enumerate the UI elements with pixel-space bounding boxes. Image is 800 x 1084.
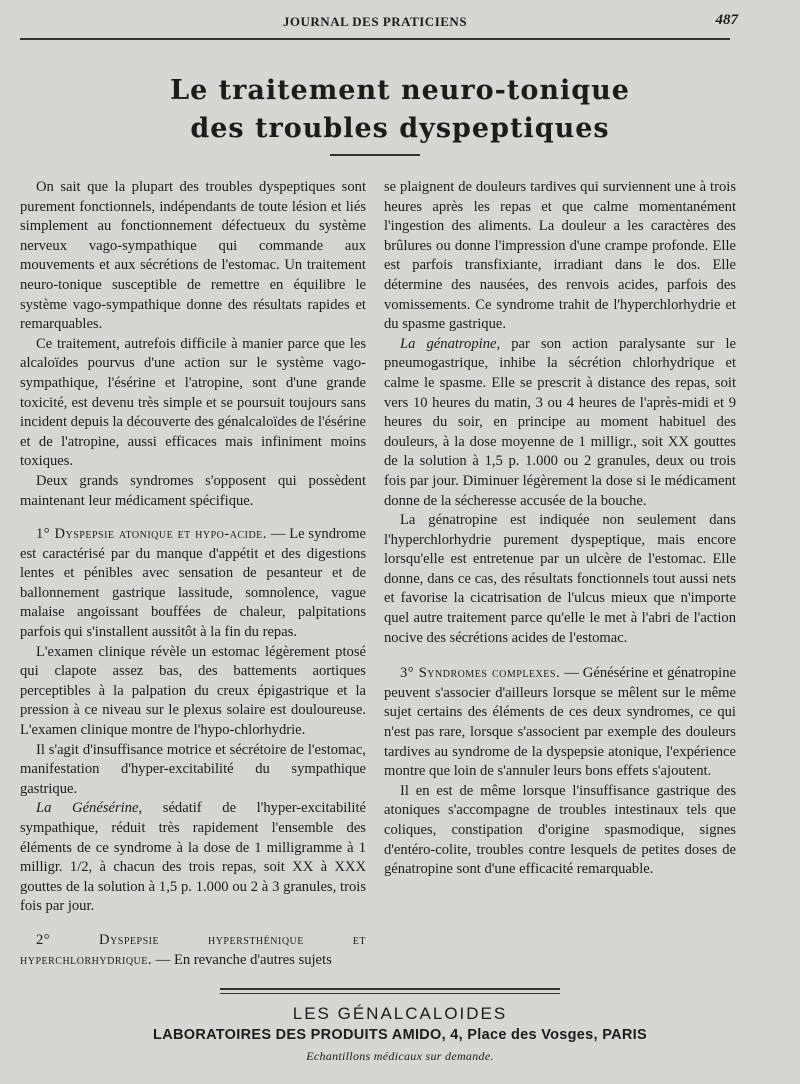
drug-name-geneserine: La Génésérine, — [36, 800, 143, 817]
footer-divider-thin — [220, 993, 560, 994]
paragraph-text: sédatif de l'hyper-excitabilité sympathique, réduit très rapidement l'ensemble des éléments de ce syndrome à la dose de 1 milligramme à 1 milligr. 1/2, à chacun des trois repas, soit XX à XXX gouttes de la solution à 1,5 p. 1.000 ou 2 à 3 granules, trois fois par jour. — [20, 800, 366, 915]
title-divider — [330, 154, 420, 156]
paragraph: Il en est de même lorsque l'insuffisance gastrique des atoniques s'accompagne de troubles intestinaux tels que coliques, constipation d'origine spasmodique, signes d'entéro-colite, troubles contre lesquels de petites doses de génatropine sont d'une efficacité remarquable. — [384, 782, 736, 878]
article-title-line-1: Le traitement neuro-tonique — [170, 75, 630, 106]
paragraph: La génatropine est indiquée non seulement dans l'hyperchlorhydrie purement dyspeptique, mais encore lorsqu'elle est entretenue par un ulcère de l'estomac. Elle donne, dans ce cas, des résultats fonctionnels tout aussi nets et favorise la cicatrisation de l'ulcus mieux que n'importe quel autre traitement parce qu'elle le met à l'abri de l'action nocive des sécrétions acides de l'estomac. — [384, 512, 736, 646]
section-1-paragraph — [20, 525, 366, 643]
right-column — [384, 178, 736, 880]
paragraph: On sait que la plupart des troubles dyspeptiques sont purement fonctionnels, indépendants de toute lésion et liés simplement au fonctionnement défectueux du système nerveux vago-sympathique qui commande aux mouvements et aux sécrétions de l'estomac. Un traitement neuro-tonique susceptible de remettre en équilibre le système vago-sympathique donne des résultats rapides et remarquables. — [20, 179, 366, 333]
paragraph: Ce traitement, autrefois difficile à manier parce que les alcaloïdes pourvus d'une action sur le système vago-sympathique, l'ésérine et l'atropine, sont d'une grande toxicité, est devenu très simple et se poursuit toujours sans incident depuis la découverte des génalcaloïdes de l'ésérine et de l'atropine, aussi efficaces mais infiniment moins toxiques. — [20, 335, 366, 470]
paragraph-text: par son action paralysante sur le pneumogastrique, inhibe la sécrétion chlorhydrique et calme le spasme. Elle se prescrit à distance des repas, soit vers 10 heures du matin, 3 ou 4 heures de l'après-midi et 9 heures du soir, en principe au moment habituel des douleurs, à la dose moyenne de 1 milligr., soit XX gouttes de la solution à 1,5 p. 1.000 ou 2 granules, deux ou trois fois par jour. Diminuer légèrement la dose si le médicament donne de la sécheresse accusée de la bouche. — [384, 335, 736, 509]
section-2-paragraph — [20, 931, 366, 970]
section-3-paragraph — [384, 664, 736, 782]
paragraph — [384, 335, 736, 511]
section-3-text: — Génésérine et génatropine peuvent s'associer d'ailleurs lorsque se mêlent sur le même sujet certains des éléments de ces deux syndromes, ce qui n'est pas rare, lorsque s'associent par exemple des douleurs tardives au syndrome de la dyspepsie atonique, l'expérience montre que loin de s'annuler leurs bons effets s'ajoutent. — [384, 665, 736, 780]
journal-title: JOURNAL DES PRATICIENS — [282, 14, 468, 29]
footer-laboratory: LABORATOIRES DES PRODUITS AMIDO, 4, Place des Vosges, PARIS — [153, 1027, 647, 1043]
page-number: 487 — [715, 12, 738, 28]
footer-divider — [220, 988, 560, 990]
left-column — [20, 178, 366, 970]
paragraph: Il s'agit d'insuffisance motrice et sécrétoire de l'estomac, manifestation d'hyper-excitabilité du sympathique gastrique. — [20, 741, 366, 797]
running-header — [20, 10, 738, 40]
footer-note: Echantillons médicaux sur demande. — [306, 1049, 494, 1063]
paragraph: L'examen clinique révèle un estomac légèrement ptosé qui clapote assez bas, des battements aortiques perceptibles à la palpation du creux épigastrique et la pression à ce niveau sur le plexus solaire est douloureuse. L'examen clinique montre de l'hypo-chlorhydrie. — [20, 643, 366, 739]
section-1-text: — Le syndrome est caractérisé par du manque d'appétit et des digestions lentes et pénibles avec sensation de pesanteur et de ballonnement gastrique lassitude, somnolence, vague malaise angoissant bouffées de chaleur, palpitations parfois qui s'installent aussitôt à la fin du repas. — [20, 526, 366, 641]
section-1-heading: 1° Dyspepsie atonique et hypo-acide. — [36, 526, 267, 543]
footer-brand: LES GÉNALCALOIDES — [292, 1004, 508, 1023]
paragraph: se plaignent de douleurs tardives qui surviennent une à trois heures après les repas et que calme momentanément l'ingestion des aliments. La douleur a les caractères des brûlures ou donne l'impression d'une crampe profonde. Elle est parfois transfixiante, irradiant dans le dos. Elle détermine des nausées, des renvois acides, parfois des vomissements. Ce syndrome trahit de l'hyperchlorhydrie et du spasme gastrique. — [384, 179, 736, 333]
section-2-text: — En revanche d'autres sujets — [152, 951, 332, 968]
article-title — [0, 72, 800, 148]
section-3-heading: 3° Syndromes complexes. — [400, 665, 561, 682]
paragraph: Deux grands syndromes s'opposent qui possèdent maintenant leur médicament spécifique. — [20, 472, 366, 509]
article-title-line-2: des troubles dyspeptiques — [190, 113, 610, 144]
drug-name-genatropine: La génatropine, — [400, 335, 501, 352]
paragraph — [20, 799, 366, 917]
section-2-heading: 2° Dyspepsie hypersthénique et hyperchlorhydrique. — [20, 931, 366, 968]
